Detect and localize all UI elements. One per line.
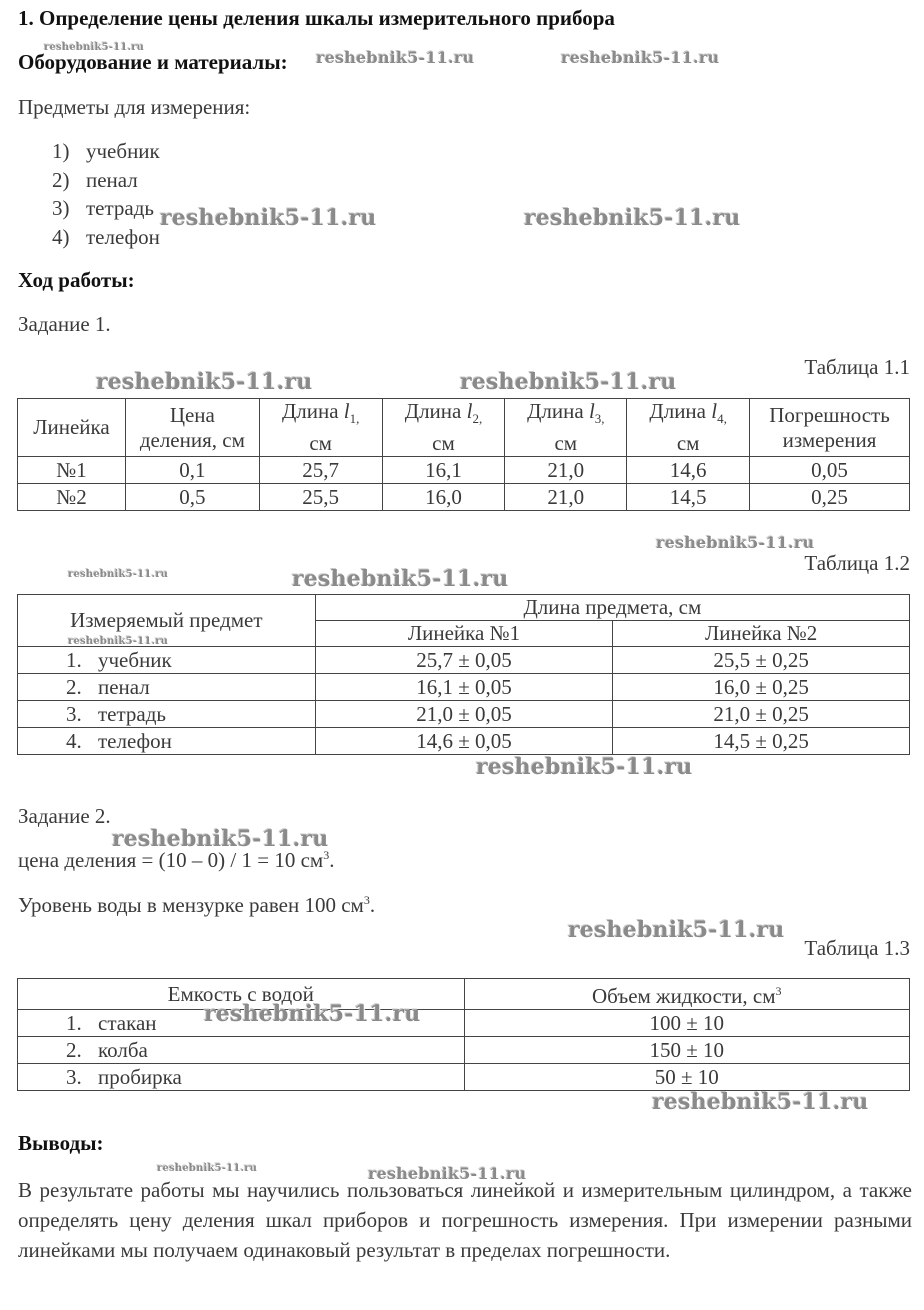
header-l4: Длина $l_{4,}$ см	[627, 399, 750, 457]
table-row	[18, 728, 910, 755]
header-length: Длина предмета, см	[315, 595, 909, 621]
table-cell: 16,0 ± 0,25	[613, 674, 910, 701]
watermark: reshebnik5-11.ru	[292, 566, 509, 592]
table-cell: 25,5	[259, 484, 382, 511]
table-row	[18, 1010, 910, 1037]
table-cell: 3. тетрадь	[18, 701, 316, 728]
table-cell: 16,1 ± 0,05	[315, 674, 613, 701]
table-row	[18, 1064, 910, 1091]
table-cell: №2	[18, 484, 126, 511]
watermark: reshebnik5-11.ru	[568, 917, 785, 943]
table-cell: 21,0	[505, 484, 627, 511]
header-ruler-2: Линейка №2	[613, 621, 910, 647]
watermark: reshebnik5-11.ru	[524, 205, 741, 231]
page-title: 1. Определение цены деления шкалы измерительного прибора	[18, 6, 615, 30]
header-error: Погрешность измерения	[750, 399, 910, 457]
table-cell: 1. стакан	[18, 1010, 465, 1037]
watermark: reshebnik5-11.ru	[476, 754, 693, 780]
division-formula: цена деления = (10 – 0) / 1 = 10 $см^3$.	[18, 848, 335, 872]
table-cell: 2. колба	[18, 1037, 465, 1064]
table1-caption: Таблица 1.1	[804, 355, 910, 379]
table-row	[18, 647, 910, 674]
table-cell: 21,0	[505, 457, 627, 484]
watermark: reshebnik5-11.ru	[652, 1089, 869, 1115]
watermark: reshebnik5-11.ru	[112, 826, 329, 852]
table-cell: 0,25	[750, 484, 910, 511]
table-cell: 14,6	[627, 457, 750, 484]
watermark: reshebnik5-11.ru	[316, 48, 475, 67]
watermark: reshebnik5-11.ru	[460, 369, 677, 395]
table-cell: 16,1	[382, 457, 505, 484]
table-cell: №1	[18, 457, 126, 484]
watermark: reshebnik5-11.ru	[204, 1001, 421, 1027]
objects-intro: Предметы для измерения:	[18, 95, 251, 119]
header-ruler: Линейка	[18, 399, 126, 457]
conclusions-heading: Выводы:	[18, 1131, 104, 1155]
table-cell: 21,0 ± 0,25	[613, 701, 910, 728]
task2-label: Задание 2.	[18, 804, 111, 828]
task1-label: Задание 1.	[18, 312, 111, 336]
table-cell: 0,5	[125, 484, 259, 511]
header-division: Цена деления, см	[125, 399, 259, 457]
table-cell: 25,7 ± 0,05	[315, 647, 613, 674]
table-cell: 21,0 ± 0,05	[315, 701, 613, 728]
header-l2: Длина $l_{2,}$ см	[382, 399, 505, 457]
table-cell: 100 ± 10	[464, 1010, 909, 1037]
watermark: reshebnik5-11.ru	[368, 1164, 527, 1183]
watermark: reshebnik5-11.ru	[44, 42, 145, 53]
table-cell: 50 ± 10	[464, 1064, 909, 1091]
table-row	[18, 484, 910, 511]
list-item: 4) телефон	[52, 225, 160, 250]
table-1-2	[17, 594, 910, 755]
header-l3: Длина $l_{3,}$ см	[505, 399, 627, 457]
table2-caption: Таблица 1.2	[804, 551, 910, 575]
equipment-heading: Оборудование и материалы:	[18, 50, 288, 74]
table-row	[18, 1037, 910, 1064]
table-cell: 3. пробирка	[18, 1064, 465, 1091]
list-item: 2) пенал	[52, 167, 138, 192]
table-1-1	[17, 398, 910, 511]
progress-heading: Ход работы:	[18, 268, 135, 292]
table-cell: 4. телефон	[18, 728, 316, 755]
table-cell: 14,5	[627, 484, 750, 511]
table-cell: 2. пенал	[18, 674, 316, 701]
list-item: 1) учебник	[52, 139, 160, 163]
table-cell: 14,5 ± 0,25	[613, 728, 910, 755]
table-cell: 1. учебник	[18, 647, 316, 674]
table-row	[18, 674, 910, 701]
table-cell: 16,0	[382, 484, 505, 511]
header-ruler-1: Линейка №1	[315, 621, 613, 647]
header-object: Измеряемый предмет	[18, 595, 316, 647]
watermark: reshebnik5-11.ru	[96, 369, 313, 395]
watermark: reshebnik5-11.ru	[561, 48, 720, 67]
watermark: reshebnik5-11.ru	[160, 205, 377, 231]
table-cell: 25,5 ± 0,25	[613, 647, 910, 674]
conclusions-text: В результате работы мы научились пользоваться линейкой и измерительным цилиндром, а также определять цену деления шкал приборов и погрешность измерения. При измерении разными линейками мы получаем одинаковый результат в пределах погрешности.	[18, 1178, 912, 1262]
table-cell: 150 ± 10	[464, 1037, 909, 1064]
table-header-row	[18, 979, 910, 1010]
watermark: reshebnik5-11.ru	[656, 533, 815, 552]
watermark: reshebnik5-11.ru	[68, 636, 169, 647]
table-header-row	[18, 595, 910, 621]
watermark: reshebnik5-11.ru	[68, 569, 169, 580]
table-header-row	[18, 399, 910, 457]
table3-caption: Таблица 1.3	[804, 936, 910, 960]
watermark: reshebnik5-11.ru	[157, 1163, 258, 1174]
objects-list	[52, 137, 160, 252]
water-level-text: Уровень воды в мензурке равен 100 $см^3$.	[18, 893, 376, 917]
list-item: 3) тетрадь	[52, 196, 155, 221]
header-vessel: Емкость с водой	[18, 979, 465, 1010]
table-row	[18, 701, 910, 728]
table-cell: 0,05	[750, 457, 910, 484]
header-l1: Длина $l_{1,}$ см	[259, 399, 382, 457]
table-cell: 14,6 ± 0,05	[315, 728, 613, 755]
table-cell: 25,7	[259, 457, 382, 484]
table-cell: 0,1	[125, 457, 259, 484]
header-volume: Объем жидкости, $см^3$	[464, 979, 909, 1010]
table-1-3	[17, 978, 910, 1091]
table-row	[18, 457, 910, 484]
